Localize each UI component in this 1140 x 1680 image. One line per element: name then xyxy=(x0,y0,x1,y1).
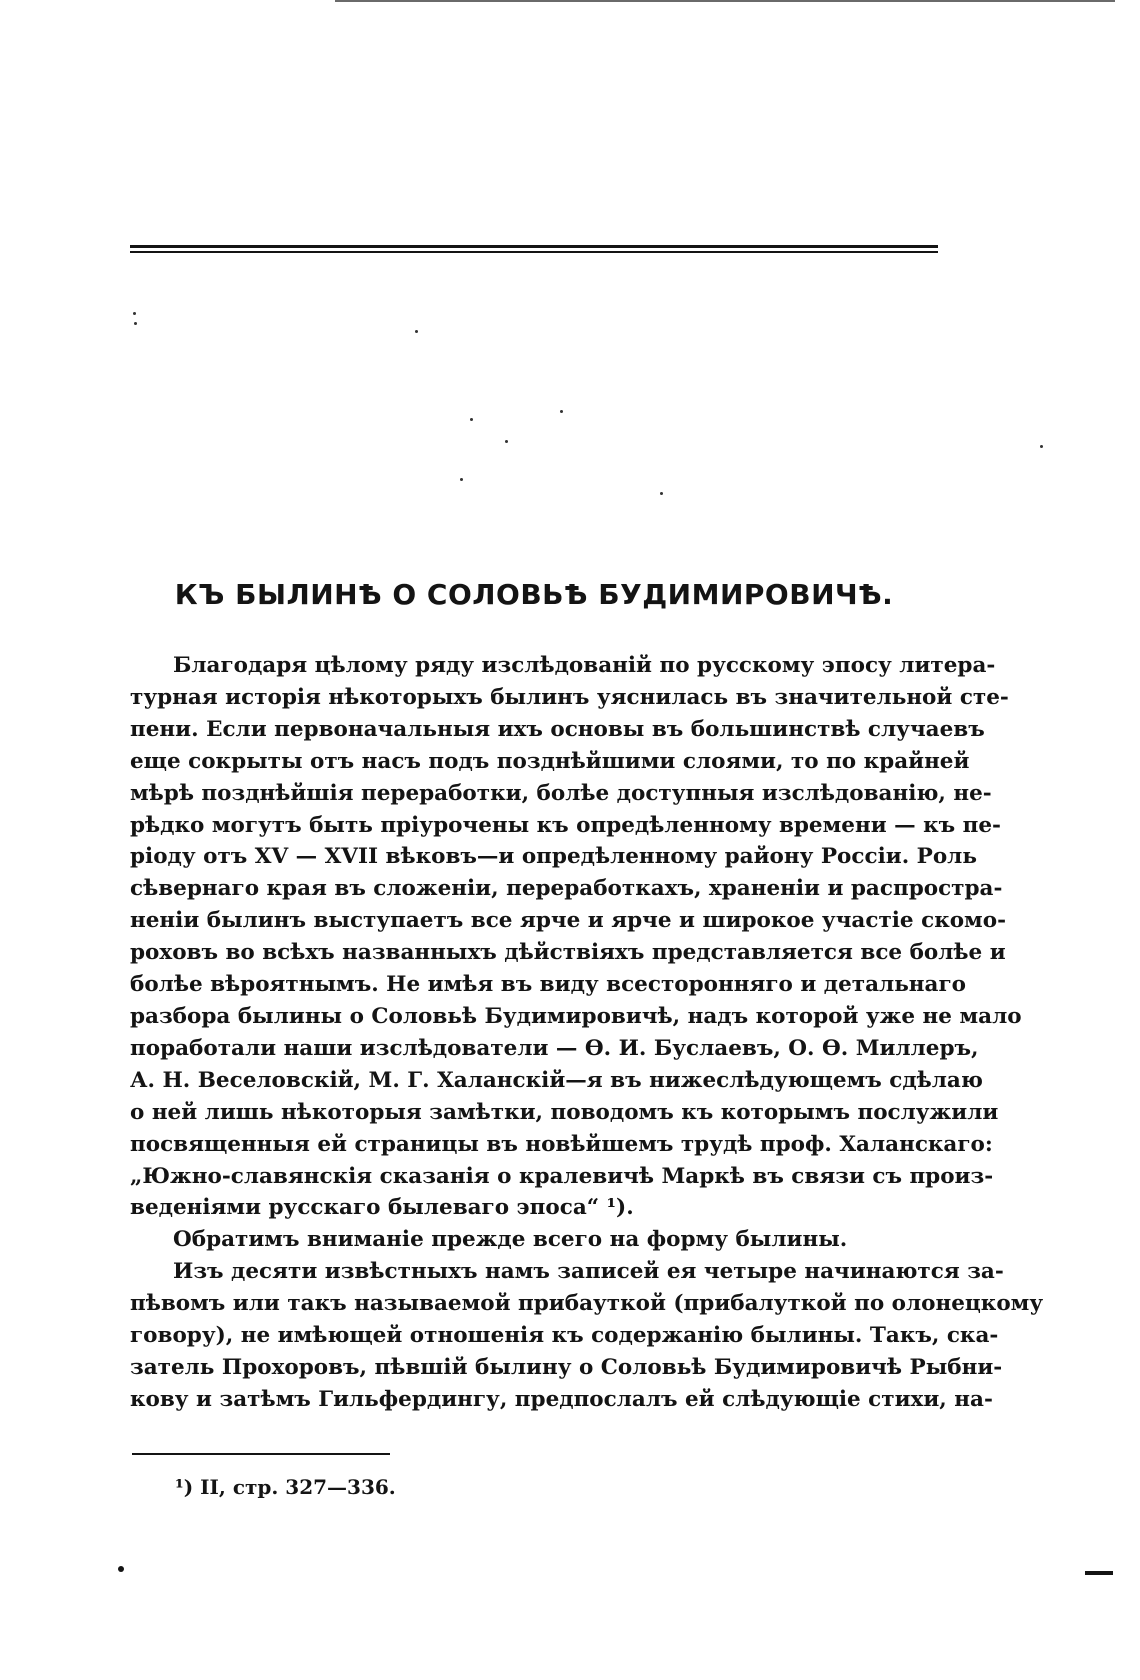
body-text xyxy=(130,650,1044,1416)
body-line: „Южно-славянскія сказанія о кралевичѣ Маркѣ въ связи съ произ- xyxy=(130,1163,994,1189)
body-line: Обратимъ вниманіе прежде всего на форму былины. xyxy=(173,1227,848,1253)
body-line: А. Н. Веселовскій, М. Г. Халанскій—я въ нижеслѣдующемъ сдѣлаю xyxy=(130,1067,983,1093)
body-line: роховъ во всѣхъ названныхъ дѣйствіяхъ представляется все болѣе и xyxy=(130,940,1006,966)
body-line: разбора былины о Соловьѣ Будимировичѣ, надъ которой уже не мало xyxy=(130,1003,1022,1029)
body-line: неніи былинъ выступаетъ все ярче и ярче и широкое участіе скомо- xyxy=(130,908,1006,934)
print-speck xyxy=(460,478,463,481)
body-line: ріоду отъ XV — XVII вѣковъ—и опредѣленному району Россіи. Роль xyxy=(130,844,977,870)
body-line: поработали наши изслѣдователи — Ѳ. И. Буслаевъ, О. Ѳ. Миллеръ, xyxy=(130,1035,979,1061)
footnote: ¹) II, стр. 327—336. xyxy=(175,1475,396,1499)
print-speck xyxy=(133,312,136,315)
body-line: болѣе вѣроятнымъ. Не имѣя въ виду всесторонняго и детальнаго xyxy=(130,972,966,998)
body-line: затель Прохоровъ, пѣвшій былину о Соловьѣ Будимировичѣ Рыбни- xyxy=(130,1354,1003,1380)
body-line: еще сокрыты отъ насъ подъ позднѣйшими слоями, то по крайней xyxy=(130,748,970,774)
body-line: пѣвомъ или такъ называемой прибауткой (прибалуткой по олонецкому xyxy=(130,1291,1044,1317)
body-line: пени. Если первоначальныя ихъ основы въ большинствѣ случаевъ xyxy=(130,716,985,742)
print-speck xyxy=(560,410,563,413)
body-line: турная исторія нѣкоторыхъ былинъ уяснилась въ значительной сте- xyxy=(130,684,1009,710)
body-line: рѣдко могутъ быть пріурочены къ опредѣленному времени — къ пе- xyxy=(130,812,1001,838)
margin-dot xyxy=(118,1566,124,1572)
header-double-rule xyxy=(130,245,938,255)
page-title: КЪ БЫЛИНѢ О СОЛОВЬѢ БУДИМИРОВИЧѢ. xyxy=(174,578,894,611)
margin-mark xyxy=(1085,1571,1113,1575)
body-line: Благодаря цѣлому ряду изслѣдованій по русскому эпосу литера- xyxy=(173,653,996,678)
body-line: кову и затѣмъ Гильфердингу, предпослалъ ей слѣдующіе стихи, на- xyxy=(130,1386,993,1412)
print-speck xyxy=(134,322,137,325)
print-speck xyxy=(505,440,508,443)
body-line: сѣвернаго края въ сложеніи, переработкахъ, храненіи и распростра- xyxy=(130,876,1003,902)
top-edge-rule xyxy=(335,0,1115,2)
body-line: посвященныя ей страницы въ новѣйшемъ трудѣ проф. Халанскаго: xyxy=(130,1131,993,1157)
body-line: о ней лишь нѣкоторыя замѣтки, поводомъ къ которымъ послужили xyxy=(130,1099,999,1125)
body-line: мѣрѣ позднѣйшія переработки, болѣе доступныя изслѣдованію, не- xyxy=(130,780,992,806)
body-line: Изъ десяти извѣстныхъ намъ записей ея четыре начинаются за- xyxy=(173,1259,1004,1285)
print-speck xyxy=(415,330,418,333)
print-speck xyxy=(470,418,473,421)
print-speck xyxy=(1040,445,1043,448)
footnote-rule xyxy=(132,1453,390,1455)
body-line: веденіями русскаго былеваго эпоса“ ¹). xyxy=(130,1195,634,1221)
print-speck xyxy=(660,492,663,495)
body-line: говору), не имѣющей отношенія къ содержанію былины. Такъ, ска- xyxy=(130,1323,999,1349)
